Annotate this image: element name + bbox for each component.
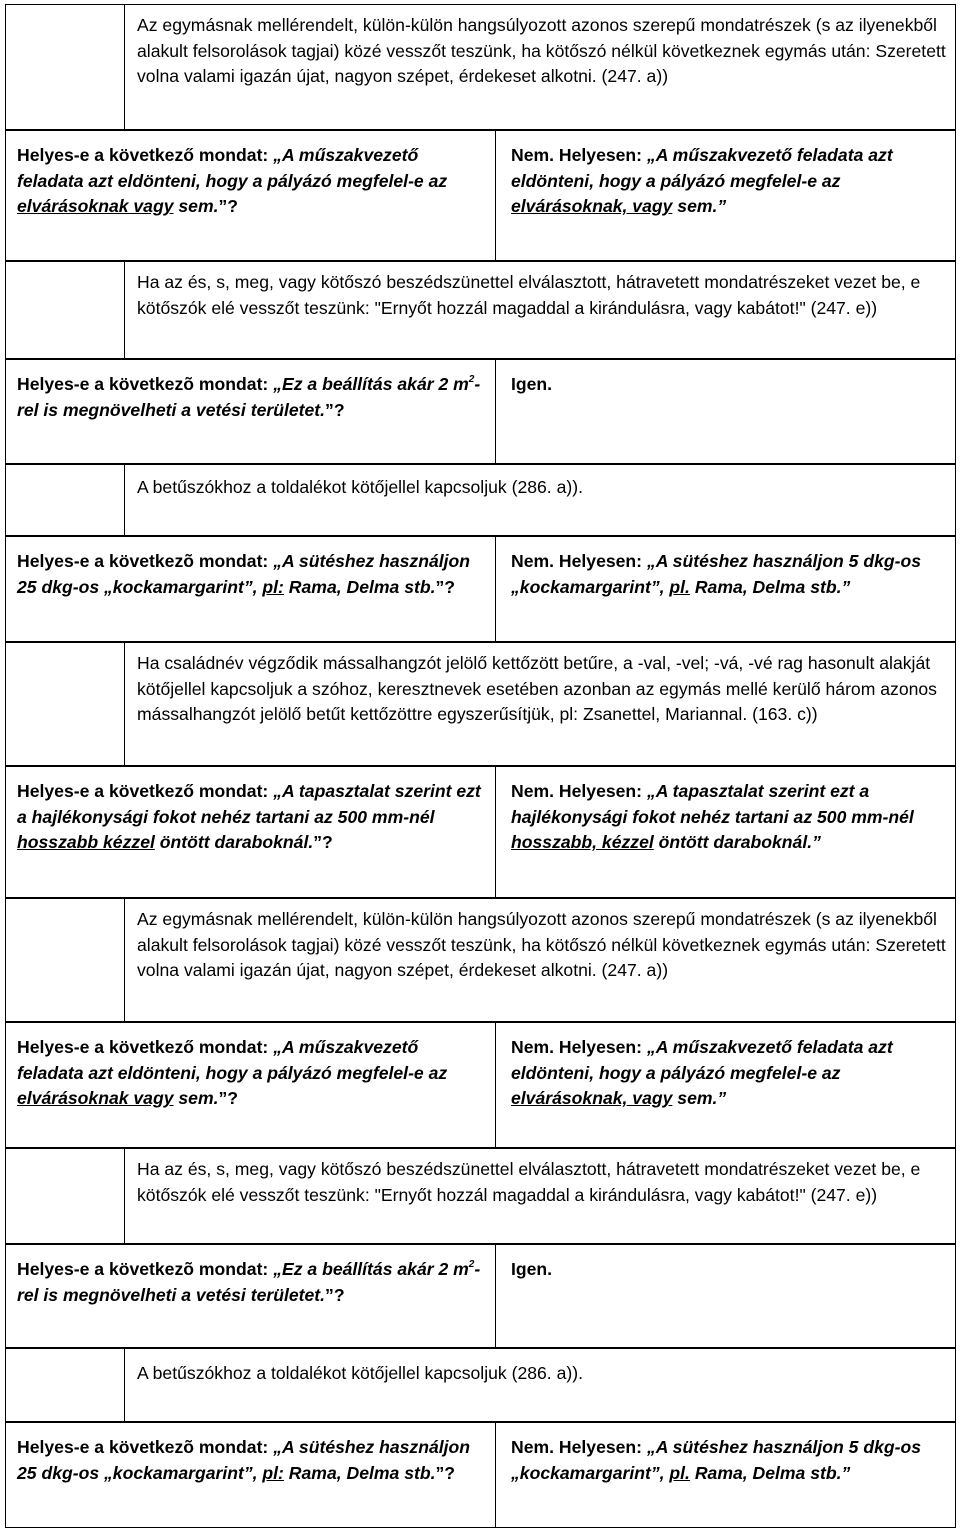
rule-text: Ha az és, s, meg, vagy kötőszó beszédszünettel elválasztott, hátravetett mondatrészeket vezet be, e kötőszók elé vesszőt teszünk: "Ernyőt hozzál magaddal a kirándulásra, vagy kabátot!" (247. e))	[137, 1159, 921, 1205]
rule-left-cell	[6, 643, 125, 765]
underlined-part: pl:	[262, 576, 284, 597]
answer-cell	[511, 779, 951, 856]
document-page	[5, 4, 956, 1528]
answer-prefix: Nem. Helyesen:	[511, 781, 647, 801]
sentence-part: -rel is megnövelheti a vetési területet.	[17, 374, 481, 420]
sentence-part: sem.	[173, 1088, 219, 1108]
question-suffix: ”?	[435, 1462, 456, 1483]
column-divider	[495, 537, 496, 641]
underlined-part: pl.	[669, 1462, 690, 1483]
question-prefix: Helyes-e a következő mondat:	[17, 1037, 274, 1057]
underlined-part: elvárásoknak vagy	[17, 196, 174, 216]
sentence-part: Rama, Delma stb.”	[689, 576, 851, 597]
sentence-part: „Ez a beállítás akár 2 m	[273, 1259, 469, 1279]
question-block	[5, 1422, 956, 1528]
rule-text: Az egymásnak mellérendelt, külön-külön hangsúlyozott azonos szerepű mondatrészek (s az ilyenekből alakult felsorolások tagjai) közé vesszőt teszünk, ha kötőszó nélkül következnek egymás után: Szeretett volna valami igazán újat, nagyon szépet, érdekeset alkotni. (247. a))	[137, 15, 946, 86]
column-divider	[495, 1245, 496, 1347]
question-block	[5, 1022, 956, 1148]
question-suffix: ”?	[325, 399, 345, 420]
question-prefix: Helyes-e a következõ mondat:	[17, 1437, 274, 1457]
underlined-part: pl.	[669, 576, 690, 597]
rule-left-cell	[6, 1349, 125, 1421]
answer-cell	[511, 549, 951, 600]
question-cell	[17, 1035, 487, 1112]
rule-left-cell	[6, 262, 125, 358]
question-block	[5, 766, 956, 898]
column-divider	[495, 767, 496, 897]
question-block	[5, 130, 956, 261]
answer-prefix: Nem. Helyesen:	[511, 145, 647, 165]
underlined-part: pl:	[262, 1462, 284, 1483]
sentence-part: „A sütéshez használjon 25 dkg-os „kockamargarint”,	[17, 551, 471, 597]
question-prefix: Helyes-e a következő mondat:	[17, 781, 274, 801]
sentence-part: sem.”	[672, 1088, 727, 1108]
question-block	[5, 1244, 956, 1348]
rule-block	[5, 4, 956, 130]
rule-block	[5, 642, 956, 766]
sentence-part: sem.	[173, 196, 219, 216]
rule-block	[5, 1148, 956, 1244]
underlined-part: elvárásoknak vagy	[17, 1088, 174, 1108]
question-suffix: ”?	[218, 1088, 239, 1108]
sentence-part: Rama, Delma stb.”	[689, 1462, 851, 1483]
underlined-part: hosszabb, kézzel	[511, 832, 654, 852]
answer-cell	[511, 1035, 951, 1112]
rule-text: A betűszókhoz a toldalékot kötőjellel kapcsoljuk (286. a)).	[137, 477, 583, 497]
answer-cell: Igen.	[511, 1259, 553, 1279]
sentence-part: Rama, Delma stb.	[283, 576, 436, 597]
question-block	[5, 359, 956, 464]
rule-left-cell	[6, 899, 125, 1021]
superscript: 2	[468, 1259, 475, 1270]
rule-text: Ha az és, s, meg, vagy kötőszó beszédszünettel elválasztott, hátravetett mondatrészeket vezet be, e kötőszók elé vesszőt teszünk: "Ernyőt hozzál magaddal a kirándulásra, vagy kabátot!" (247. e))	[137, 272, 921, 318]
rule-block	[5, 1348, 956, 1422]
question-prefix: Helyes-e a következõ mondat:	[17, 374, 274, 394]
rule-text: Az egymásnak mellérendelt, külön-külön hangsúlyozott azonos szerepű mondatrészek (s az ilyenekből alakult felsorolások tagjai) közé vesszőt teszünk, ha kötőszó nélkül következnek egymás után: Szeretett volna valami igazán újat, nagyon szépet, érdekeset alkotni. (247. a))	[137, 909, 946, 980]
question-block	[5, 536, 956, 642]
underlined-part: elvárásoknak, vagy	[511, 1088, 673, 1108]
column-divider	[495, 131, 496, 260]
question-suffix: ”?	[325, 1284, 345, 1305]
answer-cell	[511, 1435, 951, 1486]
rule-block	[5, 261, 956, 359]
question-suffix: ”?	[313, 832, 333, 852]
sentence-part: „A műszakvezető feladata azt eldönteni, hogy a pályázó megfelel-e az	[511, 1037, 893, 1083]
rule-block	[5, 898, 956, 1022]
answer-prefix: Nem. Helyesen:	[511, 551, 647, 571]
question-cell	[17, 549, 487, 600]
sentence-part: öntött daraboknál.”	[653, 832, 821, 852]
underlined-part: elvárásoknak, vagy	[511, 196, 673, 216]
question-prefix: Helyes-e a következõ mondat:	[17, 1259, 274, 1279]
sentence-part: -rel is megnövelheti a vetési területet.	[17, 1259, 481, 1305]
answer-cell	[511, 143, 951, 220]
sentence-part: sem.”	[672, 196, 727, 216]
answer-cell: Igen.	[511, 374, 553, 394]
rule-left-cell	[6, 5, 125, 129]
question-suffix: ”?	[218, 196, 239, 216]
question-cell	[17, 1257, 487, 1308]
sentence-part: „A műszakvezető feladata azt eldönteni, hogy a pályázó megfelel-e az	[511, 145, 893, 191]
question-prefix: Helyes-e a következő mondat:	[17, 145, 274, 165]
answer-prefix: Nem. Helyesen:	[511, 1037, 647, 1057]
column-divider	[495, 1423, 496, 1527]
answer-prefix: Nem. Helyesen:	[511, 1437, 647, 1457]
rule-left-cell	[6, 1149, 125, 1243]
superscript: 2	[468, 374, 475, 385]
sentence-part: „Ez a beállítás akár 2 m	[273, 374, 469, 394]
question-cell	[17, 779, 487, 856]
underlined-part: hosszabb kézzel	[17, 832, 155, 852]
question-cell	[17, 372, 487, 423]
question-cell	[17, 1435, 487, 1486]
rule-text: A betűszókhoz a toldalékot kötőjellel kapcsoljuk (286. a)).	[137, 1363, 583, 1383]
sentence-part: „A műszakvezető feladata azt eldönteni, hogy a pályázó megfelel-e az	[17, 145, 448, 191]
sentence-part: „A tapasztalat szerint ezt a hajlékonysági fokot nehéz tartani az 500 mm-nél	[511, 781, 914, 827]
rule-text: Ha családnév végződik mássalhangzót jelölő kettőzött betűre, a -val, -vel; -vá, -vé rag hasonult alakját kötőjellel kapcsoljuk a szóhoz, keresztnevek esetében azonban az egymás mellé kerülő három azonos mássalhangzót jelölő betűt kettőzöttre egyszerűsítjük, pl: Zsanettel, Mariannal. (163. c))	[137, 653, 937, 724]
sentence-part: „A tapasztalat szerint ezt a hajlékonysági fokot nehéz tartani az 500 mm-nél	[17, 781, 481, 827]
column-divider	[495, 1023, 496, 1147]
rule-left-cell	[6, 465, 125, 535]
sentence-part: „A műszakvezető feladata azt eldönteni, hogy a pályázó megfelel-e az	[17, 1037, 448, 1083]
sentence-part: öntött daraboknál.	[154, 832, 314, 852]
question-suffix: ”?	[435, 576, 456, 597]
sentence-part: „A sütéshez használjon 5 dkg-os „kockamargarint”,	[511, 551, 921, 597]
rule-block	[5, 464, 956, 536]
question-cell	[17, 143, 487, 220]
sentence-part: „A sütéshez használjon 25 dkg-os „kockamargarint”,	[17, 1437, 471, 1483]
question-prefix: Helyes-e a következõ mondat:	[17, 551, 274, 571]
column-divider	[495, 360, 496, 463]
sentence-part: „A sütéshez használjon 5 dkg-os „kockamargarint”,	[511, 1437, 921, 1483]
sentence-part: Rama, Delma stb.	[283, 1462, 436, 1483]
